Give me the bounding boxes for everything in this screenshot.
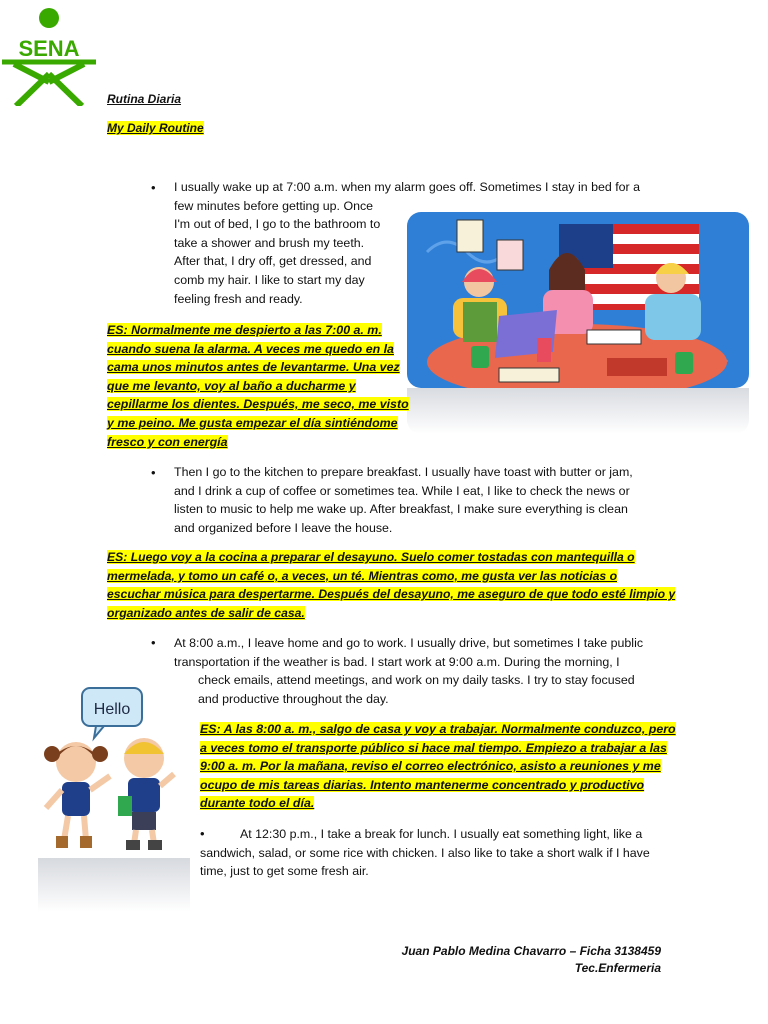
paragraph-4 <box>200 825 670 881</box>
spanish-paragraph-1-line: y me peino. Me gusta empezar el día sintiéndome <box>107 415 398 430</box>
paragraph-1-line: After that, I dry off, get dressed, and <box>174 254 372 269</box>
kids-image <box>38 686 190 856</box>
paragraph-3-line: check emails, attend meetings, and work on my daily tasks. I try to stay focused <box>198 673 635 688</box>
paragraph-3-line: and productive throughout the day. <box>198 691 389 706</box>
signature-block <box>402 944 661 975</box>
paragraph-4-line: sandwich, salad, or some rice with chicken. I also like to take a short walk if I have <box>200 845 650 860</box>
spanish-paragraph-1-line: fresco y con energía <box>107 434 228 449</box>
paragraph-3-line: At 8:00 a.m., I leave home and go to work. I usually drive, but sometimes I take public <box>174 636 644 650</box>
spanish-paragraph-3-line: 9:00 a. m. Por la mañana, reviso el correo electrónico, asisto a reuniones y me <box>200 759 661 774</box>
spanish-paragraph-1-line: cama unos minutos antes de levantarme. Una vez <box>107 360 400 375</box>
spanish-paragraph-2 <box>107 548 675 622</box>
study-group-image <box>407 212 749 388</box>
hello-bubble-text: Hello <box>93 701 131 718</box>
sena-logo <box>0 6 98 106</box>
spanish-paragraph-1-line: cuando suena la alarma. A veces me quedo en la <box>107 341 394 356</box>
program-name: Tec.Enfermeria <box>574 961 661 975</box>
title-spanish: Rutina Diaria <box>107 92 182 106</box>
paragraph-3-line: transportation if the weather is bad. I start work at 9:00 a.m. During the morning, I <box>174 654 620 669</box>
paragraph-4-line: time, just to get some fresh air. <box>200 864 369 879</box>
spanish-paragraph-3-line: ocupo de mis tareas diarias. Intento mantenerme concentrado y productivo <box>200 777 645 792</box>
sena-logo-icon <box>0 6 98 106</box>
spanish-paragraph-1 <box>107 321 409 451</box>
paragraph-1-line: few minutes before getting up. Once <box>174 198 374 213</box>
kids-illustration <box>38 686 190 856</box>
spanish-paragraph-2-line: escuchar música para despertarme. Después del desayuno, me aseguro de que todo esté limpio y <box>107 587 676 602</box>
paragraph-2-line: listen to music to help me wake up. After breakfast, I make sure everything is clean <box>174 502 628 517</box>
bullet-4: • <box>200 826 205 841</box>
illustration-reflection <box>407 388 749 434</box>
paragraph-2-line: and I drink a cup of coffee or sometimes tea. While I eat, I like to check the news or <box>174 483 630 498</box>
spanish-paragraph-2-line: ES: Luego voy a la cocina a preparar el desayuno. Suelo comer tostadas con mantequilla o <box>107 550 635 564</box>
spanish-paragraph-3-line: durante todo el día. <box>200 796 315 811</box>
title-english: My Daily Routine <box>107 121 204 135</box>
paragraph-2-line: and organized before I leave the house. <box>174 520 393 535</box>
paragraph-1-line: take a shower and brush my teeth. <box>174 235 365 250</box>
paragraph-4-line: At 12:30 p.m., I take a break for lunch. I usually eat something light, like a <box>240 827 643 841</box>
bullet-3: • <box>151 635 156 650</box>
spanish-paragraph-1-line: que me levanto, voy al baño a ducharme y <box>107 378 356 393</box>
paragraph-1-line: I'm out of bed, I go to the bathroom to <box>174 217 381 232</box>
kids-reflection <box>38 858 190 912</box>
paragraph-1-line: comb my hair. I like to start my day <box>174 272 365 287</box>
bullet-1: • <box>151 180 156 195</box>
spanish-paragraph-3 <box>200 720 676 813</box>
paragraph-1-line: I usually wake up at 7:00 a.m. when my alarm goes off. Sometimes I stay in bed for a <box>174 180 641 194</box>
spanish-paragraph-3-line: ES: A las 8:00 a. m., salgo de casa y voy a trabajar. Normalmente conduzco, pero <box>200 722 676 736</box>
paragraph-3 <box>174 634 674 708</box>
bullet-2: • <box>151 465 156 480</box>
paragraph-2-line: Then I go to the kitchen to prepare breakfast. I usually have toast with butter or jam, <box>174 465 633 479</box>
spanish-paragraph-2-line: mermelada, y tomo un café o, a veces, un té. Mientras como, me gusta ver las noticias o <box>107 568 618 583</box>
sena-logo-text: SENA <box>18 36 80 61</box>
spanish-paragraph-1-line: ES: Normalmente me despierto a las 7:00 a. m. <box>107 323 382 337</box>
spanish-paragraph-1-line: cepillarme los dientes. Después, me seco, me visto <box>107 397 409 412</box>
author-name: Juan Pablo Medina Chavarro – Ficha 3138459 <box>401 944 661 958</box>
spanish-paragraph-2-line: organizado antes de salir de casa. <box>107 605 305 620</box>
spanish-paragraph-3-line: a veces tomo el transporte público si hace mal tiempo. Empiezo a trabajar a las <box>200 740 667 755</box>
paragraph-2 <box>174 463 674 537</box>
paragraph-1-line: feeling fresh and ready. <box>174 291 303 306</box>
study-group-illustration <box>407 212 749 388</box>
